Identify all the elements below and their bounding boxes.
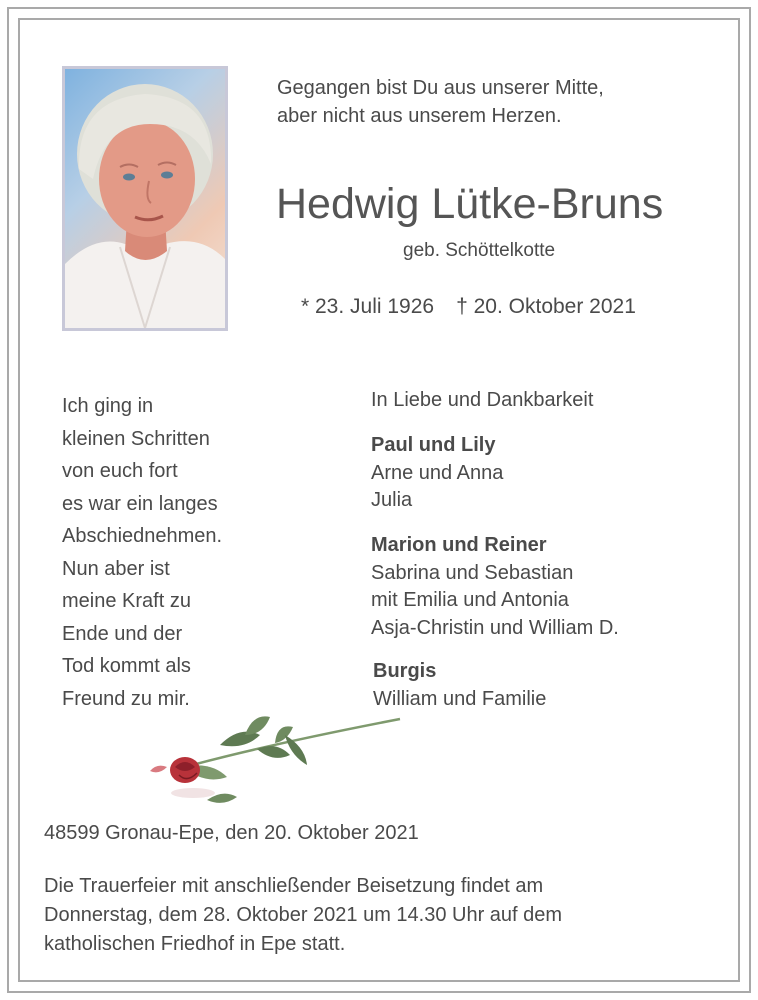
mourner-line: Julia	[371, 489, 413, 511]
opening-quote	[277, 74, 604, 130]
birth-name: geb. Schöttelkotte	[403, 240, 556, 261]
life-dates	[301, 293, 636, 321]
poem-line: Ende und der	[62, 622, 183, 645]
mourner-group-head: Marion und Reiner	[371, 534, 547, 556]
ceremony-line: Donnerstag, dem 28. Oktober 2021 um 14.30 Uhr auf dem	[44, 904, 563, 926]
ceremony-info	[44, 872, 724, 959]
poem-line: von euch fort	[62, 460, 178, 482]
quote-line-2: aber nicht aus unserem Herzen.	[277, 105, 562, 127]
mourner-line: Sabrina und Sebastian	[371, 561, 574, 584]
poem-line: meine Kraft zu	[62, 590, 191, 612]
mourner-group-head: Burgis	[373, 660, 437, 682]
poem-line: Tod kommt als	[62, 655, 191, 677]
mourner-line: Arne und Anna	[371, 461, 504, 484]
poem-line: Nun aber ist	[62, 557, 170, 580]
mourners-intro: In Liebe und Dankbarkeit	[371, 389, 594, 411]
poem-line: es war ein langes	[62, 492, 218, 515]
mourner-line: William und Familie	[373, 687, 547, 710]
rose-illustration	[145, 705, 405, 820]
poem-line: Abschiednehmen.	[62, 525, 223, 547]
mourner-line: Asja-Christin und William D.	[371, 616, 619, 639]
poem-line: Freund zu mir.	[62, 687, 190, 710]
poem-line: Ich ging in	[62, 395, 154, 417]
mourner-group-2	[371, 532, 619, 642]
place-and-date: 48599 Gronau-Epe, den 20. Oktober 2021	[44, 822, 419, 844]
poem-line: kleinen Schritten	[62, 427, 210, 450]
death-date: † 20. Oktober 2021	[456, 295, 636, 318]
mourner-group-1	[371, 432, 503, 515]
deceased-name: Hedwig Lütke-Bruns	[276, 180, 664, 228]
birth-date: * 23. Juli 1926	[301, 295, 435, 318]
ceremony-line: katholischen Friedhof in Epe statt.	[44, 933, 346, 955]
mourner-group-head: Paul und Lily	[371, 434, 496, 456]
quote-line-1: Gegangen bist Du aus unserer Mitte,	[277, 77, 604, 99]
mourner-line: mit Emilia und Antonia	[371, 589, 569, 611]
portrait-photo	[62, 66, 228, 331]
poem	[62, 390, 222, 715]
ceremony-line: Die Trauerfeier mit anschließender Beisetzung findet am	[44, 875, 544, 897]
